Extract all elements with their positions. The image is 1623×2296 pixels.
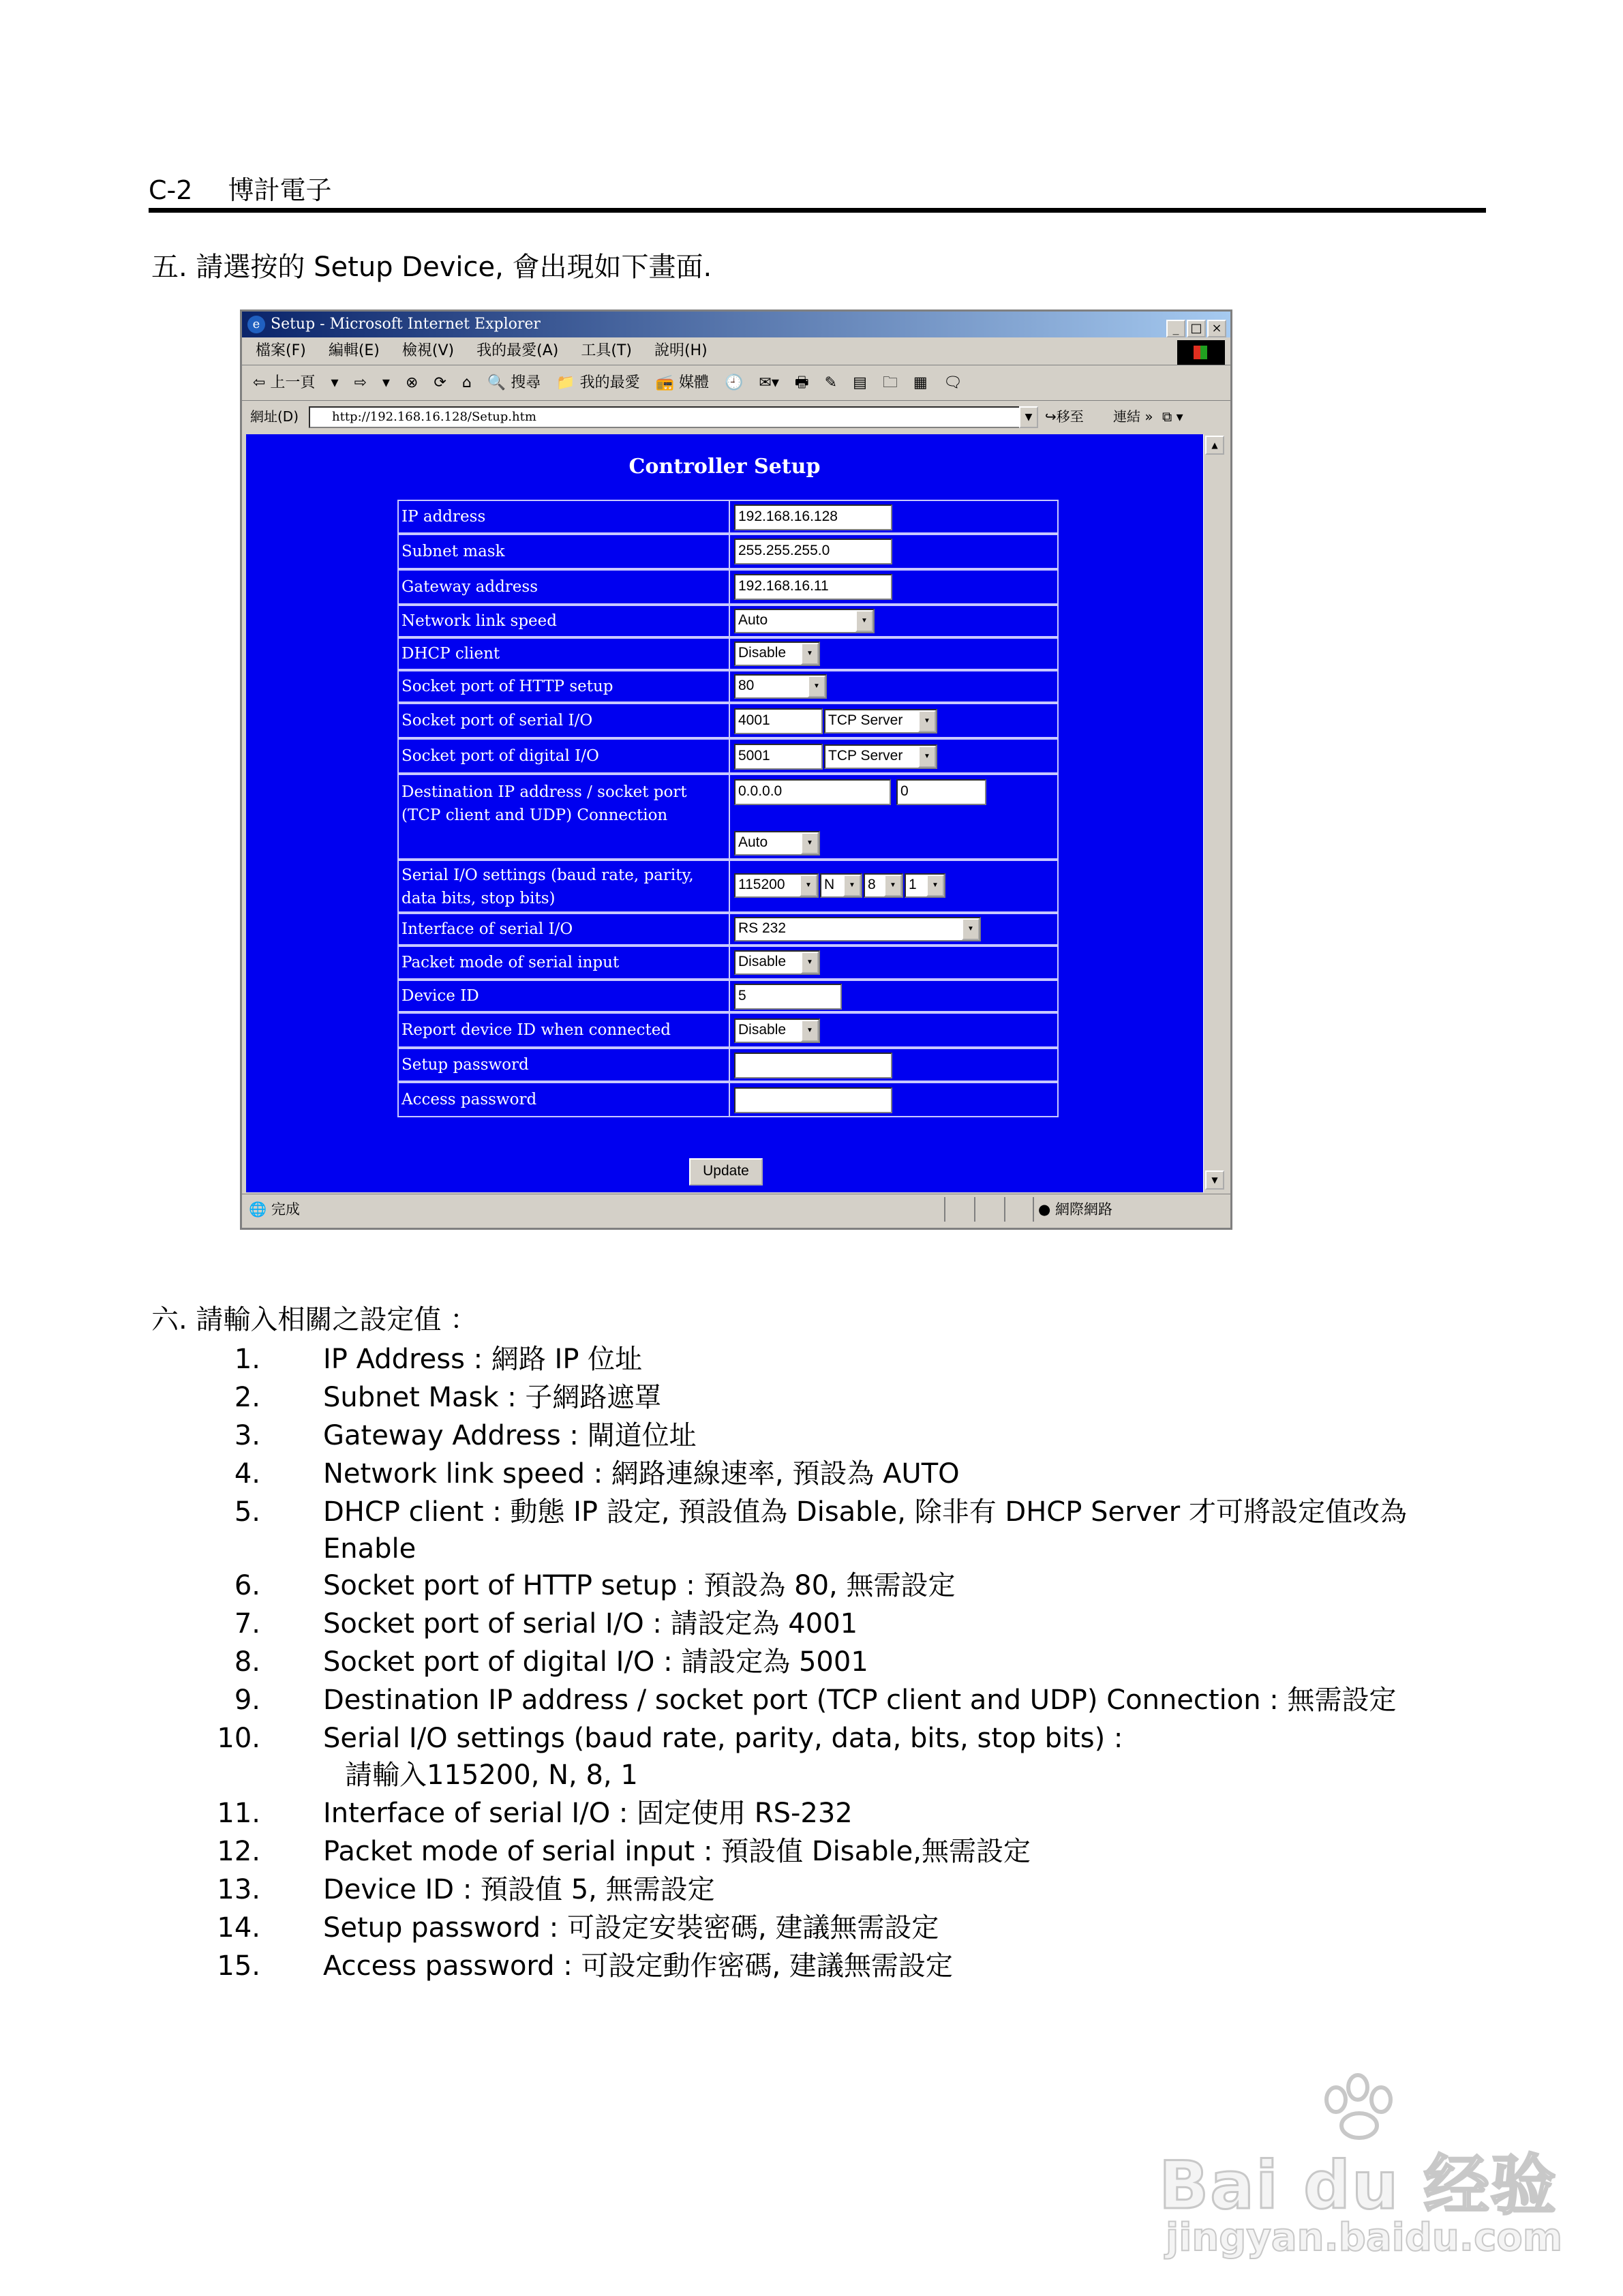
step6-text: 六. 請輸入相關之設定值 ： xyxy=(151,1304,478,1335)
dropdown-icon: ▼ xyxy=(801,643,819,665)
destination-port-input[interactable]: 0 xyxy=(896,779,986,805)
row-label: Device ID xyxy=(399,981,730,1011)
dropdown-icon: ▼ xyxy=(918,710,936,732)
serial-io-mode-select[interactable]: TCP Server ▼ xyxy=(824,709,937,734)
row-label: Socket port of serial I/O xyxy=(399,704,730,737)
row-interface xyxy=(397,913,1059,946)
page-header xyxy=(149,172,1486,209)
back-dropdown-icon[interactable]: ▾ xyxy=(331,374,339,391)
messenger-icon[interactable]: 🗨 xyxy=(943,374,962,391)
search-button[interactable]: 🔍 搜尋 xyxy=(487,374,541,391)
row-report-device-id xyxy=(397,1012,1059,1048)
go-button[interactable]: ↪移至 xyxy=(1045,408,1084,425)
scroll-down-icon[interactable]: ▼ xyxy=(1205,1170,1224,1190)
toolbar xyxy=(242,366,1230,401)
menu-help[interactable]: 說明(H) xyxy=(654,342,708,359)
vertical-scrollbar[interactable] xyxy=(1203,434,1227,1192)
dropdown-icon: ▼ xyxy=(801,832,819,854)
status-zone: ● 網際網路 xyxy=(1038,1201,1112,1218)
parity-select[interactable]: N ▼ xyxy=(820,873,862,898)
maximize-button[interactable]: □ xyxy=(1187,320,1206,337)
menu-tools[interactable]: 工具(T) xyxy=(581,342,632,359)
menu-edit[interactable]: 編輯(E) xyxy=(328,342,380,359)
scroll-up-icon[interactable]: ▲ xyxy=(1205,436,1224,455)
edit-icon[interactable]: ✎ xyxy=(824,374,838,391)
row-label: Interface of serial I/O xyxy=(399,914,730,944)
refresh-icon[interactable]: ⟳ xyxy=(434,374,446,391)
address-url: http://192.168.16.128/Setup.htm xyxy=(332,410,536,424)
step5-text: 五. 請選按的 Setup Device, 會出現如下畫面. xyxy=(151,252,712,283)
paw-icon xyxy=(1316,2072,1404,2141)
row-subnet-mask xyxy=(397,534,1059,569)
forward-button[interactable]: ⇨ xyxy=(354,374,367,391)
baidu-watermark xyxy=(1159,2072,1563,2263)
forward-dropdown-icon[interactable]: ▾ xyxy=(382,374,390,391)
mail-icon[interactable]: ✉▾ xyxy=(759,374,779,391)
close-button[interactable]: × xyxy=(1207,320,1226,337)
row-label: DHCP client xyxy=(399,639,730,669)
baud-rate-select[interactable]: 115200 ▼ xyxy=(734,873,819,898)
report-device-id-select[interactable]: Disable ▼ xyxy=(734,1018,820,1043)
history-icon[interactable]: 🕘 xyxy=(724,374,744,391)
menu-view[interactable]: 檢視(V) xyxy=(401,342,455,359)
packet-mode-select[interactable]: Disable ▼ xyxy=(734,950,820,975)
menu-favorites[interactable]: 我的最愛(A) xyxy=(476,342,559,359)
row-label: Report device ID when connected xyxy=(399,1014,730,1046)
ie-icon: e xyxy=(247,316,265,333)
row-label: Packet mode of serial input xyxy=(399,947,730,978)
row-label: Socket port of HTTP setup xyxy=(399,671,730,701)
row-label: Socket port of digital I/O xyxy=(399,740,730,772)
dropdown-icon: ▼ xyxy=(884,875,902,896)
status-bar xyxy=(242,1194,1230,1227)
research-icon[interactable]: ▦ xyxy=(913,374,928,391)
dropdown-icon: ▼ xyxy=(801,952,819,973)
row-serial-io-port xyxy=(397,703,1059,738)
row-setup-password xyxy=(397,1048,1059,1082)
row-destination xyxy=(397,774,1059,860)
favorites-button[interactable]: 📁 我的最愛 xyxy=(556,374,640,391)
access-password-input[interactable] xyxy=(734,1087,892,1113)
row-device-id xyxy=(397,980,1059,1012)
http-port-select[interactable]: 80 ▼ xyxy=(734,674,827,699)
network-link-speed-select[interactable]: Auto ▼ xyxy=(734,609,875,633)
dropdown-icon: ▼ xyxy=(801,1020,819,1042)
row-label: Access password xyxy=(399,1083,730,1116)
update-button[interactable]: Update xyxy=(689,1158,763,1185)
dropdown-icon: ▼ xyxy=(918,746,936,768)
serial-io-port-input[interactable]: 4001 xyxy=(734,708,823,734)
status-divider xyxy=(944,1197,945,1222)
subnet-mask-input[interactable]: 255.255.255.0 xyxy=(734,539,892,564)
dropdown-icon: ▼ xyxy=(962,918,980,940)
dropdown-icon: ▼ xyxy=(800,875,817,896)
dhcp-client-select[interactable]: Disable ▼ xyxy=(734,641,820,666)
minimize-button[interactable]: _ xyxy=(1166,320,1185,337)
row-ip-address xyxy=(397,500,1059,534)
address-input[interactable] xyxy=(309,406,1038,428)
folder-icon[interactable]: 🗀 xyxy=(882,374,898,391)
address-bar xyxy=(242,402,1230,432)
address-label: 網址(D) xyxy=(250,408,299,425)
digital-io-mode-select[interactable]: TCP Server ▼ xyxy=(824,744,937,769)
discuss-icon[interactable]: ▤ xyxy=(853,374,867,391)
home-icon[interactable]: ⌂ xyxy=(461,374,472,391)
row-access-password xyxy=(397,1082,1059,1117)
menu-file[interactable]: 檔案(F) xyxy=(256,342,306,359)
gateway-address-input[interactable]: 192.168.16.11 xyxy=(734,574,892,600)
stop-bits-select[interactable]: 1 ▼ xyxy=(905,873,945,898)
digital-io-port-input[interactable]: 5001 xyxy=(734,744,823,770)
row-network-link-speed xyxy=(397,605,1059,637)
title-bar xyxy=(242,312,1230,337)
windows-logo-icon xyxy=(1177,340,1225,365)
address-dropdown-icon[interactable]: ▼ xyxy=(1019,406,1038,428)
dropdown-icon: ▼ xyxy=(843,875,861,896)
media-button[interactable]: 📻 媒體 xyxy=(655,374,709,391)
row-label: Serial I/O settings (baud rate, parity, data bits, stop bits) xyxy=(399,861,730,911)
stop-icon[interactable]: ⊗ xyxy=(405,374,419,391)
row-label: Network link speed xyxy=(399,606,730,636)
print-icon[interactable]: 🖶 xyxy=(794,374,809,391)
destination-ip-input[interactable]: 0.0.0.0 xyxy=(734,779,891,805)
menu-bar xyxy=(242,337,1230,365)
page-viewport xyxy=(246,434,1203,1192)
company-name: 博計電子 xyxy=(228,175,332,205)
setup-password-input[interactable] xyxy=(734,1053,892,1078)
extension-icon[interactable]: ⧉ ▾ xyxy=(1162,408,1183,425)
dropdown-icon: ▼ xyxy=(808,676,825,697)
header-rule xyxy=(149,208,1486,213)
row-label: IP address xyxy=(399,501,730,532)
device-id-input[interactable]: 5 xyxy=(734,984,842,1010)
status-divider xyxy=(1004,1197,1005,1222)
data-bits-select[interactable]: 8 ▼ xyxy=(864,873,903,898)
back-button[interactable]: ⇦ 上一頁 xyxy=(253,374,316,391)
row-label: Destination IP address / socket port (TCP client and UDP) Connection xyxy=(399,775,730,858)
connection-select[interactable]: Auto ▼ xyxy=(734,831,820,856)
row-digital-io-port xyxy=(397,738,1059,774)
row-serial-settings xyxy=(397,860,1059,913)
row-label: Setup password xyxy=(399,1049,730,1081)
links-button[interactable]: 連結 » xyxy=(1113,408,1153,425)
row-http-port xyxy=(397,670,1059,703)
dropdown-icon: ▼ xyxy=(926,875,944,896)
status-divider xyxy=(1033,1197,1034,1222)
browser-window xyxy=(240,309,1232,1230)
row-dhcp-client xyxy=(397,637,1059,670)
controller-setup-title: Controller Setup xyxy=(628,455,821,479)
window-title: Setup - Microsoft Internet Explorer xyxy=(271,316,541,333)
dropdown-icon: ▼ xyxy=(855,610,873,632)
page-code: C-2 xyxy=(149,175,193,205)
watermark-brand: Bai du 经验 xyxy=(1159,2147,1558,2224)
status-divider xyxy=(974,1197,975,1222)
row-gateway-address xyxy=(397,569,1059,605)
row-label: Gateway address xyxy=(399,571,730,603)
row-packet-mode xyxy=(397,946,1059,980)
interface-select[interactable]: RS 232 ▼ xyxy=(734,917,981,941)
ip-address-input[interactable]: 192.168.16.128 xyxy=(734,504,892,530)
watermark-url: jingyan.baidu.com xyxy=(1166,2216,1563,2260)
row-label: Subnet mask xyxy=(399,535,730,568)
status-done: 🌐 完成 xyxy=(249,1201,300,1218)
